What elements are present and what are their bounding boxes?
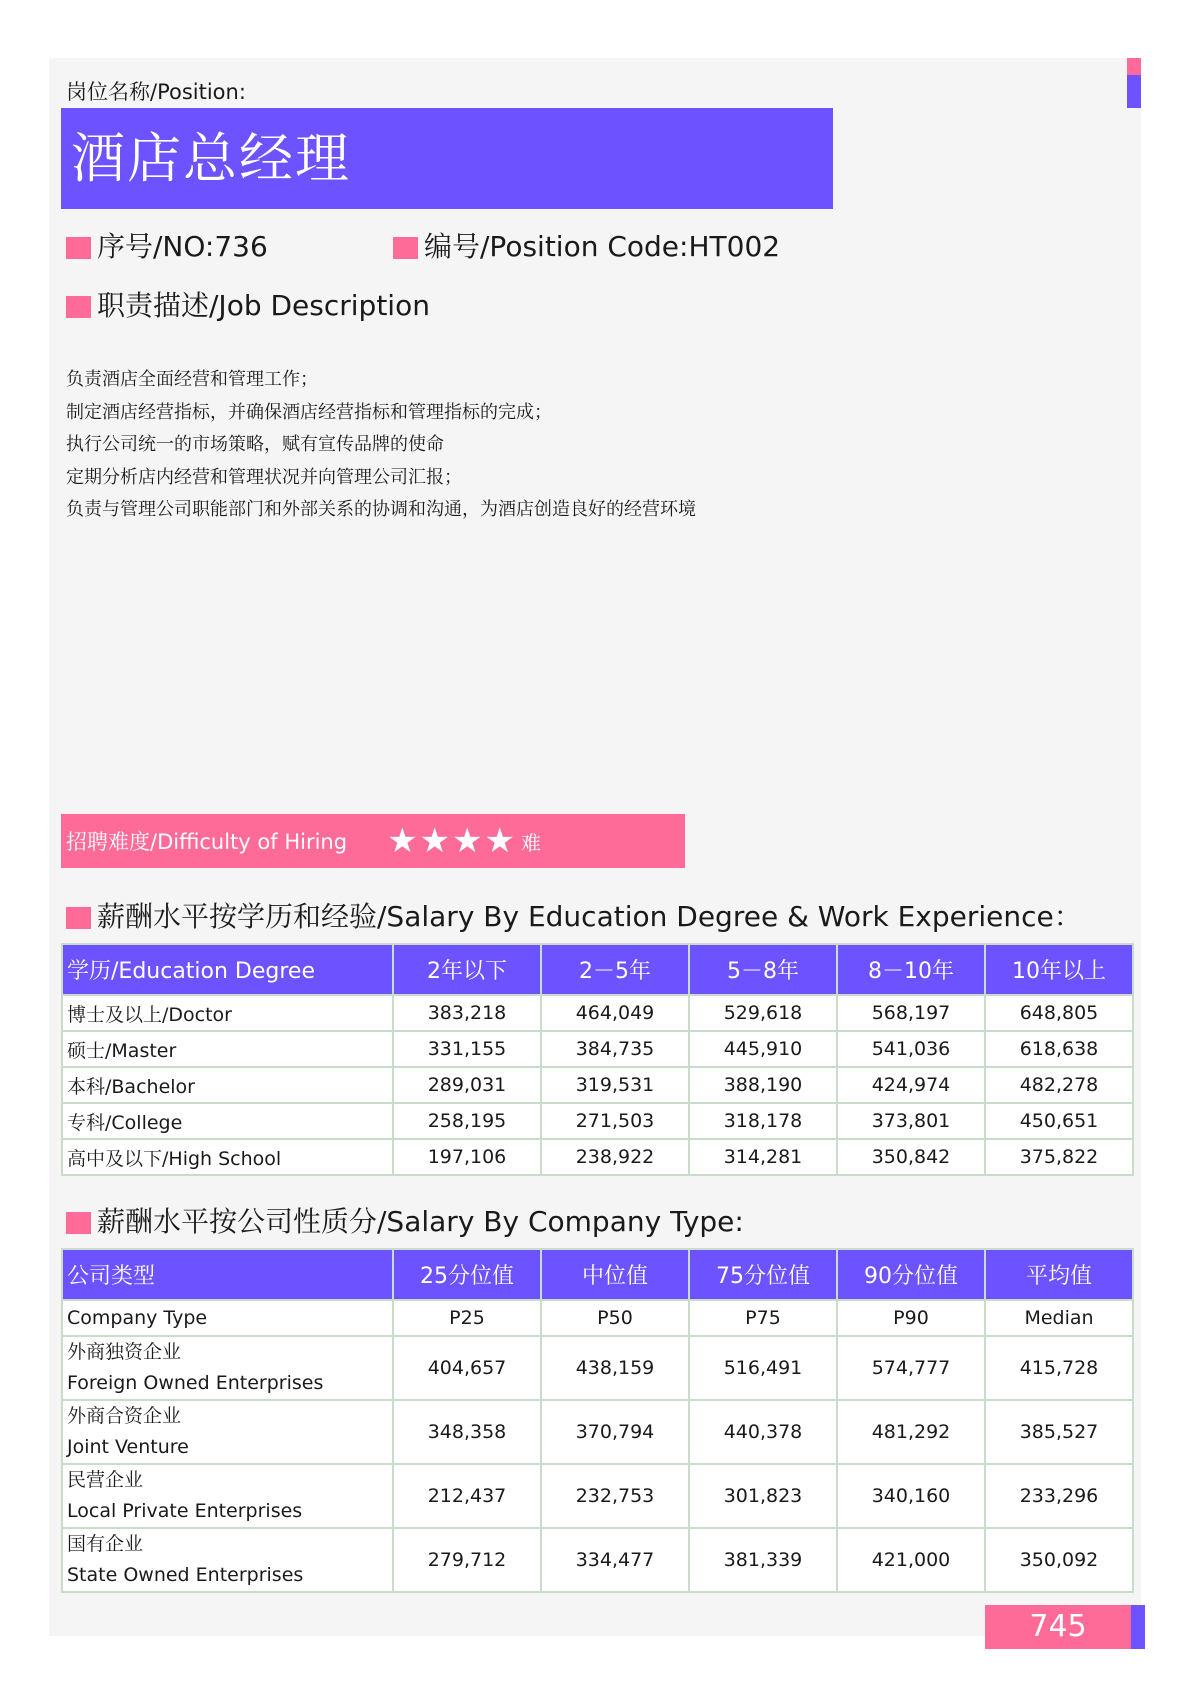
- bullet-square-icon: [66, 907, 91, 929]
- position-code-text: 编号/Position Code:HT002: [424, 230, 781, 263]
- table-row: [62, 1464, 1133, 1528]
- table-cell: 529,618: [689, 995, 837, 1031]
- table-row: [62, 1336, 1133, 1400]
- table-header: 平均值: [985, 1249, 1133, 1300]
- subheader-cell: P90: [837, 1300, 985, 1336]
- description-line: 定期分析店内经营和管理状况并向管理公司汇报；: [66, 466, 462, 488]
- table-row: [62, 995, 1133, 1031]
- row-label: 硕士/Master: [62, 1031, 393, 1067]
- table-header-row: [62, 1249, 1133, 1300]
- company-salary-heading: 薪酬水平按公司性质分/Salary By Company Type:: [66, 1205, 744, 1239]
- table-cell: 415,728: [985, 1336, 1133, 1400]
- company-type-en: Foreign Owned Enterprises: [67, 1372, 324, 1394]
- row-label: [62, 1336, 393, 1400]
- table-cell: 271,503: [541, 1103, 689, 1139]
- table-header: 5－8年: [689, 944, 837, 995]
- table-cell: 404,657: [393, 1336, 541, 1400]
- subheader-cell: P75: [689, 1300, 837, 1336]
- star-rating-icon: ★★★★: [387, 821, 517, 861]
- subheader-cell: P25: [393, 1300, 541, 1336]
- table-cell: 331,155: [393, 1031, 541, 1067]
- subheader-cell: P50: [541, 1300, 689, 1336]
- table-row: [62, 1139, 1133, 1175]
- company-salary-table: [61, 1248, 1134, 1593]
- table-cell: 440,378: [689, 1400, 837, 1464]
- table-header: 2年以下: [393, 944, 541, 995]
- table-cell: 381,339: [689, 1528, 837, 1592]
- hiring-difficulty-label: 招聘难度/Difficulty of Hiring: [66, 830, 348, 854]
- description-line: 制定酒店经营指标，并确保酒店经营指标和管理指标的完成；: [66, 401, 552, 423]
- table-cell: 574,777: [837, 1336, 985, 1400]
- job-description-body: [66, 364, 696, 527]
- table-cell: 301,823: [689, 1464, 837, 1528]
- education-salary-table: [61, 943, 1134, 1176]
- table-cell: 481,292: [837, 1400, 985, 1464]
- table-row: [62, 1400, 1133, 1464]
- table-cell: 383,218: [393, 995, 541, 1031]
- table-cell: 375,822: [985, 1139, 1133, 1175]
- bullet-square-icon: [393, 237, 418, 259]
- row-label: 高中及以下/High School: [62, 1139, 393, 1175]
- table-cell: 438,159: [541, 1336, 689, 1400]
- table-cell: 482,278: [985, 1067, 1133, 1103]
- table-cell: 314,281: [689, 1139, 837, 1175]
- table-cell: 318,178: [689, 1103, 837, 1139]
- subheader-cell: Median: [985, 1300, 1133, 1336]
- position-code-field: [393, 230, 780, 264]
- company-type-cn: 国有企业: [67, 1533, 144, 1555]
- bullet-square-icon: [66, 237, 91, 259]
- table-cell: 340,160: [837, 1464, 985, 1528]
- table-header: 中位值: [541, 1249, 689, 1300]
- table-cell: 279,712: [393, 1528, 541, 1592]
- position-label: 岗位名称/Position:: [66, 80, 246, 104]
- table-cell: 384,735: [541, 1031, 689, 1067]
- table-cell: 450,651: [985, 1103, 1133, 1139]
- table-row: [62, 1031, 1133, 1067]
- bullet-square-icon: [66, 296, 91, 318]
- table-cell: 238,922: [541, 1139, 689, 1175]
- job-title: 酒店总经理: [61, 108, 833, 209]
- table-header: 2－5年: [541, 944, 689, 995]
- table-cell: 232,753: [541, 1464, 689, 1528]
- table-cell: 516,491: [689, 1336, 837, 1400]
- table-header: 90分位值: [837, 1249, 985, 1300]
- company-type-en: State Owned Enterprises: [67, 1564, 304, 1586]
- row-label: [62, 1464, 393, 1528]
- corner-decoration: [1127, 58, 1141, 108]
- table-cell: 568,197: [837, 995, 985, 1031]
- table-cell: 388,190: [689, 1067, 837, 1103]
- hiring-difficulty-bar: [61, 814, 685, 868]
- table-cell: 385,527: [985, 1400, 1133, 1464]
- table-cell: 350,842: [837, 1139, 985, 1175]
- number-text: 序号/NO:736: [97, 230, 268, 263]
- number-field: [66, 230, 268, 264]
- row-label: 博士及以上/Doctor: [62, 995, 393, 1031]
- job-description-heading: 职责描述/Job Description: [66, 289, 430, 323]
- table-cell: 541,036: [837, 1031, 985, 1067]
- table-cell: 197,106: [393, 1139, 541, 1175]
- table-cell: 289,031: [393, 1067, 541, 1103]
- table-cell: 648,805: [985, 995, 1133, 1031]
- row-label: [62, 1400, 393, 1464]
- company-type-cn: 外商合资企业: [67, 1405, 182, 1427]
- description-line: 负责与管理公司职能部门和外部关系的协调和沟通，为酒店创造良好的经营环境: [66, 499, 696, 520]
- row-label: 本科/Bachelor: [62, 1067, 393, 1103]
- table-header: 公司类型: [62, 1249, 393, 1300]
- table-cell: 319,531: [541, 1067, 689, 1103]
- table-cell: 258,195: [393, 1103, 541, 1139]
- table-cell: 370,794: [541, 1400, 689, 1464]
- table-header: 75分位值: [689, 1249, 837, 1300]
- table-cell: 618,638: [985, 1031, 1133, 1067]
- bullet-square-icon: [66, 1212, 91, 1234]
- row-label: 专科/College: [62, 1103, 393, 1139]
- company-type-cn: 民营企业: [67, 1469, 144, 1491]
- table-cell: 350,092: [985, 1528, 1133, 1592]
- table-cell: 373,801: [837, 1103, 985, 1139]
- table-cell: 424,974: [837, 1067, 985, 1103]
- table-cell: 421,000: [837, 1528, 985, 1592]
- company-type-cn: 外商独资企业: [67, 1341, 182, 1363]
- hiring-difficulty-level: 难: [520, 830, 541, 855]
- description-line: 负责酒店全面经营和管理工作；: [66, 369, 318, 390]
- table-row: [62, 1067, 1133, 1103]
- company-type-en: Local Private Enterprises: [67, 1500, 303, 1522]
- table-header: 学历/Education Degree: [62, 944, 393, 995]
- page-number: 745: [985, 1605, 1131, 1649]
- table-header: 25分位值: [393, 1249, 541, 1300]
- description-line: 执行公司统一的市场策略，赋有宣传品牌的使命: [66, 434, 444, 455]
- table-cell: 334,477: [541, 1528, 689, 1592]
- company-type-en: Joint Venture: [67, 1436, 189, 1458]
- table-cell: 348,358: [393, 1400, 541, 1464]
- table-cell: 464,049: [541, 995, 689, 1031]
- table-header: 8－10年: [837, 944, 985, 995]
- table-header-row: [62, 944, 1133, 995]
- subheader-cell: Company Type: [62, 1300, 393, 1336]
- table-row: [62, 1528, 1133, 1592]
- corner-decoration: [1131, 1605, 1145, 1649]
- row-label: [62, 1528, 393, 1592]
- table-cell: 233,296: [985, 1464, 1133, 1528]
- education-salary-heading: 薪酬水平按学历和经验/Salary By Education Degree & Work Experience：: [66, 900, 1082, 934]
- table-cell: 212,437: [393, 1464, 541, 1528]
- table-row: [62, 1103, 1133, 1139]
- table-header: 10年以上: [985, 944, 1133, 995]
- table-cell: 445,910: [689, 1031, 837, 1067]
- table-subheader-row: [62, 1300, 1133, 1336]
